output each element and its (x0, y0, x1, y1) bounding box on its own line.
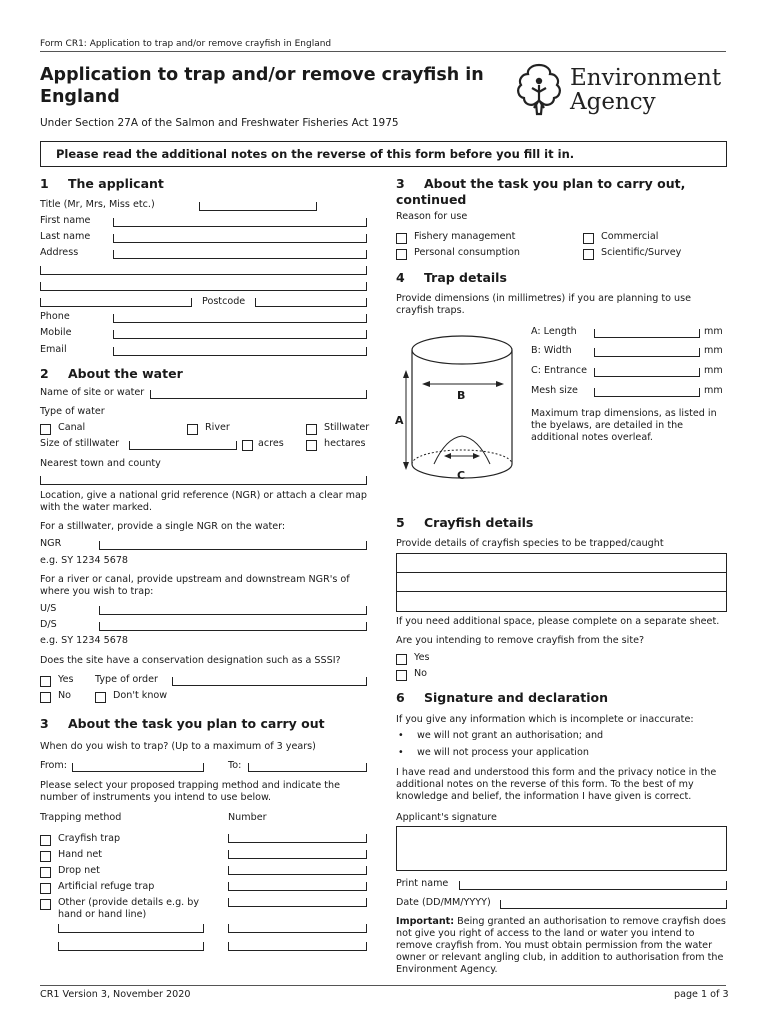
date-input[interactable] (500, 900, 727, 909)
crayfish-details-row-2[interactable] (397, 573, 725, 591)
section-4-heading: 4 Trap details (396, 270, 507, 285)
postcode-label: Postcode (202, 296, 246, 307)
us-input[interactable] (99, 606, 367, 615)
number-header: Number (228, 812, 267, 823)
method-label: Crayfish trap (58, 833, 121, 844)
sssi-no-checkbox[interactable] (40, 692, 51, 703)
section-3-continued-heading: 3 About the task you plan to carry out, continued (396, 176, 686, 207)
notice-text: Please read the additional notes on the reverse of this form before you fill it in. (56, 147, 575, 161)
mobile-input[interactable] (113, 330, 367, 339)
commercial-checkbox[interactable] (583, 233, 594, 244)
section-1-heading: 1 The applicant (40, 176, 164, 191)
bullet-1: we will not grant an authorisation; and (417, 730, 604, 741)
stillwater-size-input[interactable] (129, 441, 237, 450)
method-label: Artificial refuge trap (58, 881, 155, 892)
first-name-input[interactable] (113, 218, 367, 227)
stillwater-checkbox[interactable] (306, 424, 317, 435)
crayfish-details-row-1[interactable] (397, 554, 725, 572)
method-number-input[interactable] (228, 834, 367, 843)
river-label: River (205, 422, 230, 433)
last-name-input[interactable] (113, 234, 367, 243)
entrance-label: C: Entrance (531, 365, 587, 376)
other-details-input-1[interactable] (58, 924, 204, 933)
ngr-example: e.g. SY 1234 5678 (40, 555, 129, 566)
section-6-heading: 6 Signature and declaration (396, 690, 608, 705)
size-of-stillwater-label: Size of stillwater (40, 438, 120, 449)
river-checkbox[interactable] (187, 424, 198, 435)
select-method-text: Please select your proposed trapping method and indicate the number of instruments you intend to use below. (40, 780, 341, 803)
entrance-unit: mm (704, 365, 723, 376)
hectares-label: hectares (324, 438, 366, 449)
method-checkbox[interactable] (40, 867, 51, 878)
mesh-label: Mesh size (531, 385, 578, 396)
width-label: B: Width (531, 345, 572, 356)
type-of-order-label: Type of order (95, 674, 158, 685)
bullet-icon: • (398, 747, 404, 758)
reason-label: Reason for use (396, 211, 468, 222)
trapping-method-header: Trapping method (40, 812, 122, 823)
remove-no-label: No (414, 668, 428, 679)
address-input-4[interactable] (40, 298, 192, 307)
other-details-input-2[interactable] (58, 942, 204, 951)
phone-label: Phone (40, 311, 70, 322)
canal-checkbox[interactable] (40, 424, 51, 435)
personal-checkbox[interactable] (396, 249, 407, 260)
acres-checkbox[interactable] (242, 440, 253, 451)
declaration-text: I have read and understood this form and the privacy notice in the additional notes on the reverse of this form. To the best of my knowledge and belief, the information I have given is correct. (396, 767, 717, 802)
to-label: To: (228, 760, 242, 771)
postcode-input[interactable] (255, 298, 367, 307)
trap-intro: Provide dimensions (in millimetres) if you are planning to use crayfish traps. (396, 293, 692, 316)
ngr-input[interactable] (99, 541, 367, 550)
crayfish-provide-text: Provide details of crayfish species to be trapped/caught (396, 538, 664, 549)
fishery-label: Fishery management (414, 231, 516, 242)
subtitle: Under Section 27A of the Salmon and Freshwater Fisheries Act 1975 (40, 117, 399, 129)
method-label: Other (provide details e.g. by hand or hand line) (58, 897, 200, 920)
width-input[interactable] (594, 348, 700, 357)
length-unit: mm (704, 326, 723, 337)
address-input-1[interactable] (113, 250, 367, 259)
footer-page: page 1 of 3 (674, 989, 729, 1000)
signature-label: Applicant's signature (396, 812, 497, 823)
mesh-unit: mm (704, 385, 723, 396)
hectares-checkbox[interactable] (306, 440, 317, 451)
sssi-no-label: No (58, 690, 72, 701)
method-number-input[interactable] (228, 882, 367, 891)
nearest-town-label: Nearest town and county (40, 458, 161, 469)
address-input-3[interactable] (40, 282, 367, 291)
email-input[interactable] (113, 347, 367, 356)
crayfish-details-row-3[interactable] (397, 592, 725, 610)
page-title: Application to trap and/or remove crayfish in England (40, 65, 484, 107)
type-of-order-input[interactable] (172, 677, 367, 686)
length-input[interactable] (594, 329, 700, 338)
site-name-label: Name of site or water (40, 387, 145, 398)
other-number-input-2[interactable] (228, 942, 367, 951)
site-name-input[interactable] (150, 390, 367, 399)
to-date-input[interactable] (248, 763, 367, 772)
from-date-input[interactable] (72, 763, 204, 772)
bullet-2: we will not process your application (417, 747, 589, 758)
method-number-input[interactable] (228, 850, 367, 859)
stillwater-ngr-text: For a stillwater, provide a single NGR on the water: (40, 521, 286, 532)
scientific-label: Scientific/Survey (601, 247, 682, 258)
from-label: From: (40, 760, 68, 771)
ngr-example-2: e.g. SY 1234 5678 (40, 635, 129, 646)
river-ngr-text: For a river or canal, provide upstream and downstream NGR's of where you wish to trap: (40, 574, 350, 597)
mesh-input[interactable] (594, 388, 700, 397)
print-name-input[interactable] (459, 881, 727, 890)
sssi-dont-know-label: Don't know (113, 690, 168, 701)
important-note: Important: Being granted an authorisation to remove crayfish does not give you right of access to the land or water you intend to remove crayfish from. You must obtain permission from the water owner or relevant angling club, in addition to authorisation from the Environment Agency. (396, 916, 726, 975)
method-number-input[interactable] (228, 898, 367, 907)
nearest-town-input[interactable] (40, 476, 367, 485)
header-rule (40, 51, 726, 52)
trap-diagram (394, 328, 524, 488)
method-checkbox[interactable] (40, 851, 51, 862)
ngr-label: NGR (40, 538, 62, 549)
sssi-question: Does the site have a conservation designation such as a SSSI? (40, 655, 341, 666)
ds-label: D/S (40, 619, 57, 630)
phone-input[interactable] (113, 314, 367, 323)
fishery-checkbox[interactable] (396, 233, 407, 244)
footer-rule (40, 985, 726, 986)
location-text: Location, give a national grid reference (NGR) or attach a clear map with the water marked. (40, 490, 367, 513)
type-of-water-label: Type of water (40, 406, 105, 417)
canal-label: Canal (58, 422, 86, 433)
last-name-label: Last name (40, 231, 91, 242)
mobile-label: Mobile (40, 327, 72, 338)
remove-yes-checkbox[interactable] (396, 654, 407, 665)
bullet-icon: • (398, 730, 404, 741)
acres-label: acres (258, 438, 284, 449)
ds-input[interactable] (99, 622, 367, 631)
width-unit: mm (704, 345, 723, 356)
when-question: When do you wish to trap? (Up to a maximum of 3 years) (40, 741, 316, 752)
method-label: Hand net (58, 849, 103, 860)
entrance-input[interactable] (594, 368, 700, 377)
form-header: Form CR1: Application to trap and/or remove crayfish in England (40, 39, 332, 49)
address-input-2[interactable] (40, 266, 367, 275)
section-2-heading: 2 About the water (40, 366, 183, 381)
remove-no-checkbox[interactable] (396, 670, 407, 681)
date-label: Date (DD/MM/YYYY) (396, 897, 491, 908)
method-checkbox[interactable] (40, 835, 51, 846)
personal-label: Personal consumption (414, 247, 520, 258)
section-3-heading: 3 About the task you plan to carry out (40, 716, 325, 731)
method-checkbox[interactable] (40, 899, 51, 910)
trap-label-a: A (395, 414, 404, 427)
additional-space-text: If you need additional space, please complete on a separate sheet. (396, 616, 720, 627)
remove-yes-label: Yes (414, 652, 430, 663)
address-label: Address (40, 247, 79, 258)
email-label: Email (40, 344, 67, 355)
us-label: U/S (40, 603, 57, 614)
method-number-input[interactable] (228, 866, 367, 875)
sssi-dont-know-checkbox[interactable] (95, 692, 106, 703)
oak-tree-logo-icon (514, 62, 564, 118)
trap-label-c: C (457, 469, 466, 482)
trap-label-b: B (457, 389, 466, 402)
agency-name: Environment Agency (570, 65, 722, 115)
print-name-label: Print name (396, 878, 449, 889)
title-input[interactable] (199, 202, 317, 211)
signature-box[interactable] (396, 826, 727, 871)
commercial-label: Commercial (601, 231, 659, 242)
scientific-checkbox[interactable] (583, 249, 594, 260)
remove-question: Are you intending to remove crayfish from the site? (396, 635, 645, 646)
sssi-yes-checkbox[interactable] (40, 676, 51, 687)
length-label: A: Length (531, 326, 577, 337)
max-dimensions-text: Maximum trap dimensions, as listed in the byelaws, are detailed in the additional notes overleaf. (531, 408, 717, 443)
inaccurate-intro: If you give any information which is incomplete or inaccurate: (396, 714, 694, 725)
footer-version: CR1 Version 3, November 2020 (40, 989, 191, 1000)
stillwater-label: Stillwater (324, 422, 370, 433)
method-label: Drop net (58, 865, 100, 876)
other-number-input-1[interactable] (228, 924, 367, 933)
method-checkbox[interactable] (40, 883, 51, 894)
sssi-yes-label: Yes (58, 674, 74, 685)
title-label: Title (Mr, Mrs, Miss etc.) (40, 199, 155, 210)
first-name-label: First name (40, 215, 91, 226)
section-5-heading: 5 Crayfish details (396, 515, 534, 530)
